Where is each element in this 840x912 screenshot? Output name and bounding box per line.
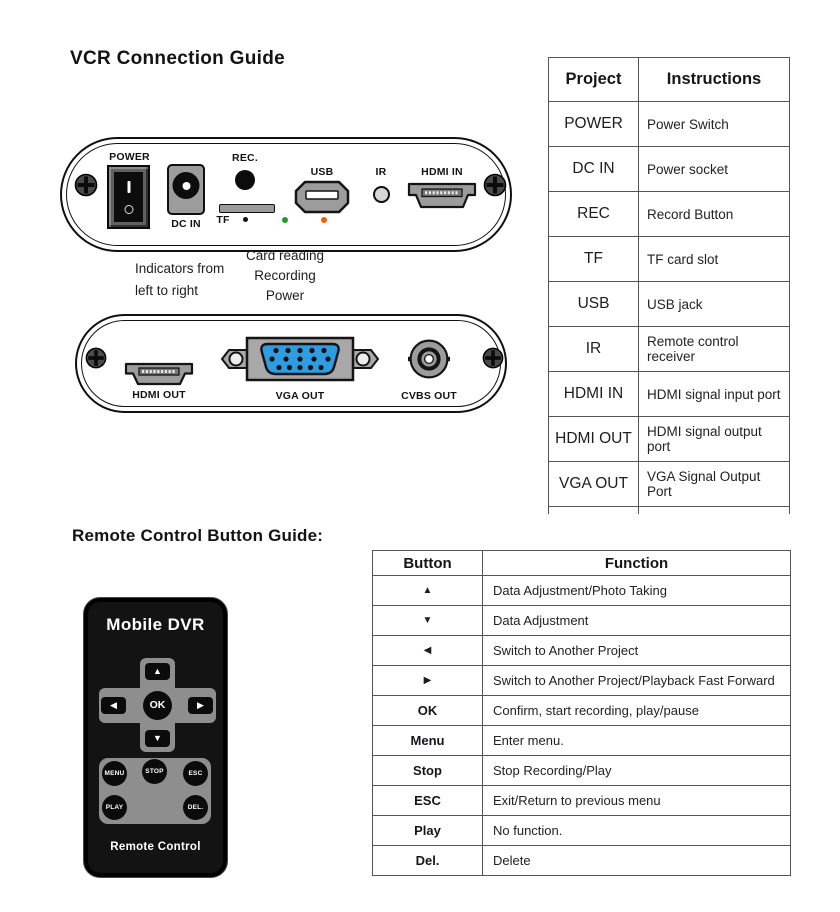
project-cell: HDMI OUT <box>549 417 639 462</box>
remote-play-button: PLAY <box>102 795 127 820</box>
remote-ok-button: OK <box>143 691 172 720</box>
project-cell: HDMI IN <box>549 372 639 417</box>
table-row <box>549 102 790 147</box>
rec-button <box>235 170 255 190</box>
function-cell: Delete <box>483 846 791 876</box>
back-panel-diagram <box>75 314 507 413</box>
function-cell: Switch to Another Project <box>483 636 791 666</box>
legend-recording: Recording <box>254 268 316 283</box>
table-row <box>549 282 790 327</box>
project-cell: REC <box>549 192 639 237</box>
button-cell: Menu <box>373 726 483 756</box>
card-reading-indicator <box>243 217 248 222</box>
table-row <box>549 192 790 237</box>
function-cell: Switch to Another Project/Playback Fast Forward <box>483 666 791 696</box>
table-row <box>373 606 791 636</box>
power-label: POWER <box>109 151 150 163</box>
hdmi-out-port <box>124 362 194 386</box>
table-row <box>549 462 790 507</box>
column-header-function: Function <box>483 551 791 576</box>
cvbs-out-port <box>408 338 450 380</box>
tf-card-slot <box>219 204 275 213</box>
legend-power: Power <box>265 288 305 303</box>
power-off-mark <box>124 205 133 214</box>
function-cell: Data Adjustment <box>483 606 791 636</box>
remote-left-button: ◀ <box>101 697 126 714</box>
button-cell: Play <box>373 816 483 846</box>
vga-out-port <box>221 336 379 382</box>
table-row <box>373 636 791 666</box>
screw-icon <box>74 173 98 197</box>
indicators-caption-line1: Indicators from <box>135 261 225 276</box>
instruction-cell: USB jack <box>639 282 790 327</box>
connection-table <box>548 57 790 514</box>
remote-esc-button: ESC <box>183 761 208 786</box>
button-cell: ◀ <box>373 636 483 666</box>
instruction-cell: Record Button <box>639 192 790 237</box>
remote-menu-button: MENU <box>102 761 127 786</box>
instruction-cell: Remote control receiver <box>639 327 790 372</box>
front-panel-diagram <box>60 137 512 252</box>
dc-in-jack <box>167 164 205 215</box>
screw-icon <box>482 347 504 369</box>
function-cell: Confirm, start recording, play/pause <box>483 696 791 726</box>
page-title: VCR Connection Guide <box>70 48 285 69</box>
table-header-row <box>373 551 791 576</box>
remote-brand: Mobile DVR <box>106 615 205 634</box>
power-switch <box>107 165 150 229</box>
table-row <box>549 327 790 372</box>
table-row <box>373 816 791 846</box>
table-row <box>373 696 791 726</box>
instruction-cell: HDMI signal input port <box>639 372 790 417</box>
hdmi-in-port <box>407 182 477 209</box>
remote-right-button: ▶ <box>188 697 213 714</box>
button-cell: Stop <box>373 756 483 786</box>
indicators-caption-line2: left to right <box>135 283 199 298</box>
screw-icon <box>85 347 107 369</box>
power-rocker <box>114 172 143 222</box>
table-row <box>373 786 791 816</box>
project-cell: TF <box>549 237 639 282</box>
button-cell: ▼ <box>373 606 483 636</box>
function-cell: Exit/Return to previous menu <box>483 786 791 816</box>
table-row <box>549 372 790 417</box>
remote-down-button: ▼ <box>145 730 170 747</box>
column-header-project: Project <box>549 58 639 102</box>
indicators-caption <box>135 258 224 302</box>
function-cell: Data Adjustment/Photo Taking <box>483 576 791 606</box>
table-row <box>373 576 791 606</box>
function-cell: Enter menu. <box>483 726 791 756</box>
hdmi-out-label: HDMI OUT <box>132 389 186 401</box>
cvbs-out-label: CVBS OUT <box>401 390 457 402</box>
function-cell: No function. <box>483 816 791 846</box>
project-cell: VGA OUT <box>549 462 639 507</box>
remote-section-title: Remote Control Button Guide: <box>72 526 324 545</box>
table-row <box>373 726 791 756</box>
table-row <box>549 237 790 282</box>
table-row <box>549 417 790 462</box>
table-row <box>549 147 790 192</box>
table-row <box>373 666 791 696</box>
instruction-cell: TF card slot <box>639 237 790 282</box>
button-cell: OK <box>373 696 483 726</box>
remote-control-diagram <box>83 597 228 878</box>
truncated-row <box>549 507 790 514</box>
legend-card-reading: Card reading <box>245 248 325 263</box>
button-cell: ESC <box>373 786 483 816</box>
remote-stop-button: STOP <box>142 759 167 784</box>
table-row <box>373 846 791 876</box>
screw-icon <box>483 173 507 197</box>
button-cell: Del. <box>373 846 483 876</box>
usb-label: USB <box>310 166 334 178</box>
remote-del-button: DEL. <box>183 795 208 820</box>
project-cell: IR <box>549 327 639 372</box>
rec-label: REC. <box>232 152 258 164</box>
power-on-mark <box>127 181 130 193</box>
table-header-row <box>549 58 790 102</box>
project-cell: POWER <box>549 102 639 147</box>
instruction-cell: Power Switch <box>639 102 790 147</box>
column-header-instructions: Instructions <box>639 58 790 102</box>
indicator-legend <box>230 246 340 306</box>
usb-port <box>294 180 350 214</box>
project-cell: USB <box>549 282 639 327</box>
instruction-cell: HDMI signal output port <box>639 417 790 462</box>
instruction-cell: Power socket <box>639 147 790 192</box>
dc-in-hole <box>173 172 200 199</box>
tf-label: TF <box>216 214 230 226</box>
table-row <box>373 756 791 786</box>
remote-up-button: ▲ <box>145 663 170 680</box>
project-cell: DC IN <box>549 147 639 192</box>
ir-label: IR <box>375 166 387 178</box>
instruction-cell: VGA Signal Output Port <box>639 462 790 507</box>
power-indicator <box>321 217 327 223</box>
ir-receiver <box>373 186 390 203</box>
column-header-button: Button <box>373 551 483 576</box>
button-cell: ▲ <box>373 576 483 606</box>
button-cell: ▶ <box>373 666 483 696</box>
button-table <box>372 550 791 876</box>
remote-footer: Remote Control <box>110 841 201 853</box>
function-cell: Stop Recording/Play <box>483 756 791 786</box>
vga-out-label: VGA OUT <box>275 390 325 402</box>
hdmi-in-label: HDMI IN <box>421 166 463 178</box>
dc-in-label: DC IN <box>171 218 201 230</box>
dc-in-pin <box>182 182 190 190</box>
recording-indicator <box>282 217 288 223</box>
